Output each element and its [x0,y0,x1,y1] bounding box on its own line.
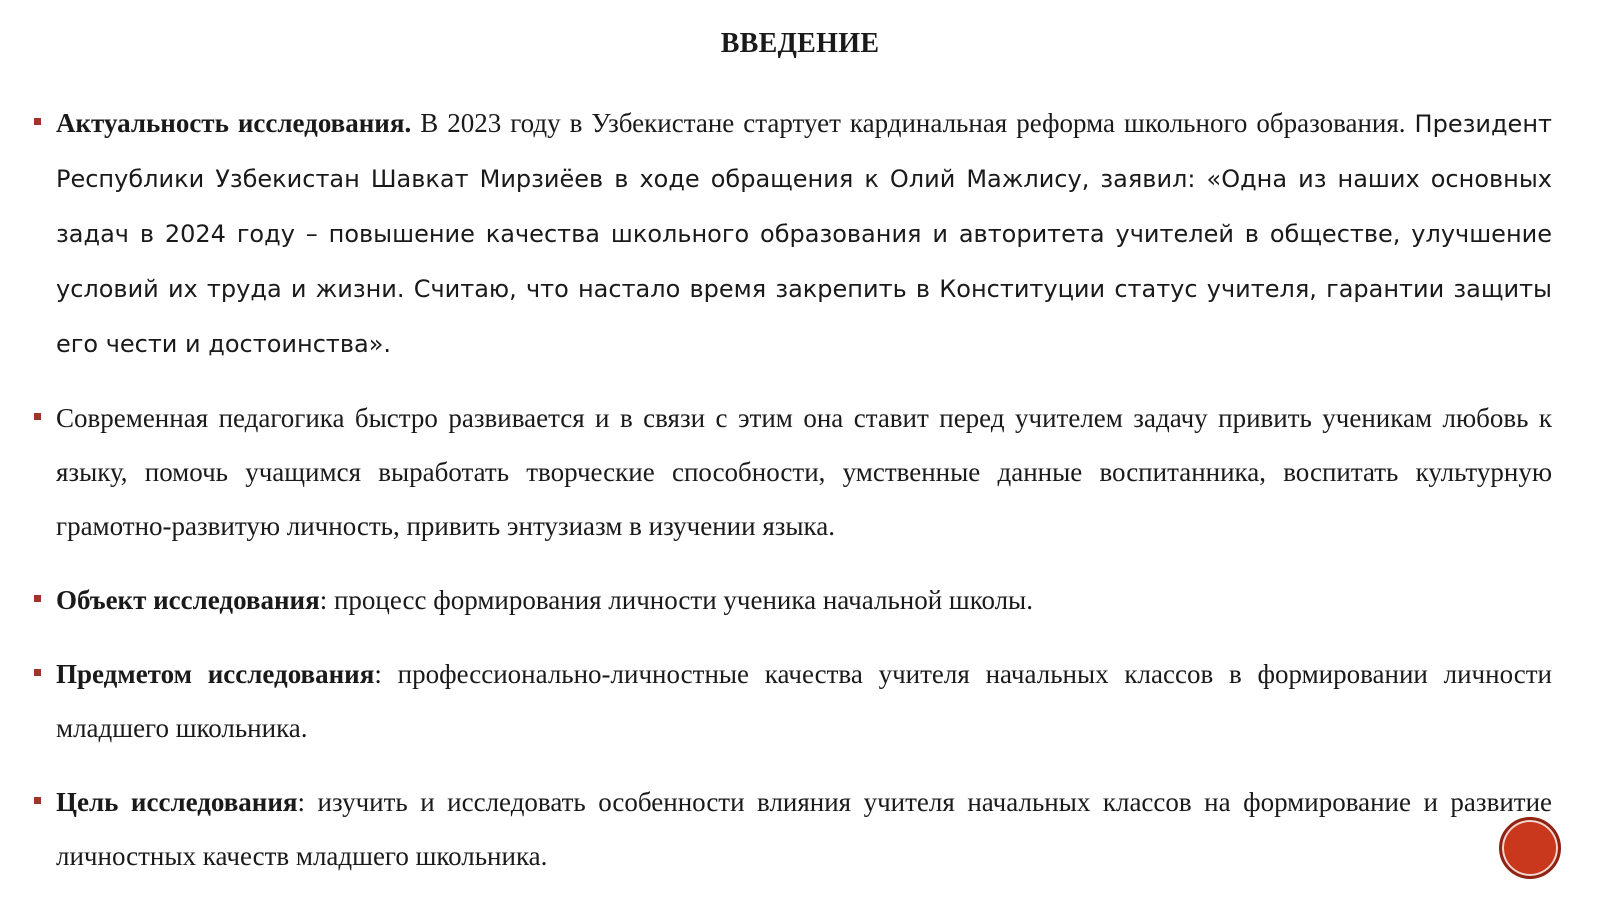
bullet-relevance [56,96,1552,371]
bullet-heading: Цель исследования [56,787,298,817]
bullet-text: : профессионально-личностные качества учителя начальных классов в формировании личности младшего школьника. [56,659,1552,743]
bullet-pedagogy [56,391,1552,553]
bullet-text: : изучить и исследовать особенности влияния учителя начальных классов на формирование и развитие личностных качеств младшего школьника. [56,787,1553,871]
bullet-marker [34,118,41,125]
page-title: ВВЕДЕНИЕ [720,28,880,59]
bullet-marker [34,595,41,602]
bullet-heading: Предметом исследования [56,659,375,689]
bullet-list [56,96,1552,903]
bullet-marker [34,413,41,420]
bullet-quote-text: Президент Республики Узбекистан Шавкат Мирзиёев в ходе обращения к Олий Мажлису, заявил: «Одна из наших основных задач в 2024 году – повышение качества школьного образования и авторитета учителей в обществе, улучшение условий их труда и жизни. Считаю, что настало время закрепить в Конституции статус учителя, гарантии защиты его чести и достоинства». [56,110,1552,358]
bullet-marker [34,669,41,676]
circle-nav-icon[interactable] [1499,817,1561,879]
bullet-lead-text: В 2023 году в Узбекистане стартует кардинальная реформа школьного образования. [411,108,1406,138]
bullet-marker [34,797,41,804]
bullet-text: Современная педагогика быстро развивается и в связи с этим она ставит перед учителем задачу привить ученикам любовь к языку, помочь учащимся выработать творческие способности, умственные данные воспитанника, воспитать культурную грамотно-развитую личность, привить энтузиазм в изучении языка. [56,403,1552,541]
bullet-heading: Объект исследования [56,585,320,615]
bullet-subject [56,647,1552,755]
bullet-text: : процесс формирования личности ученика начальной школы. [319,585,1033,615]
bullet-goal [56,775,1552,883]
bullet-object [56,573,1552,627]
bullet-heading: Актуальность исследования. [56,108,412,138]
